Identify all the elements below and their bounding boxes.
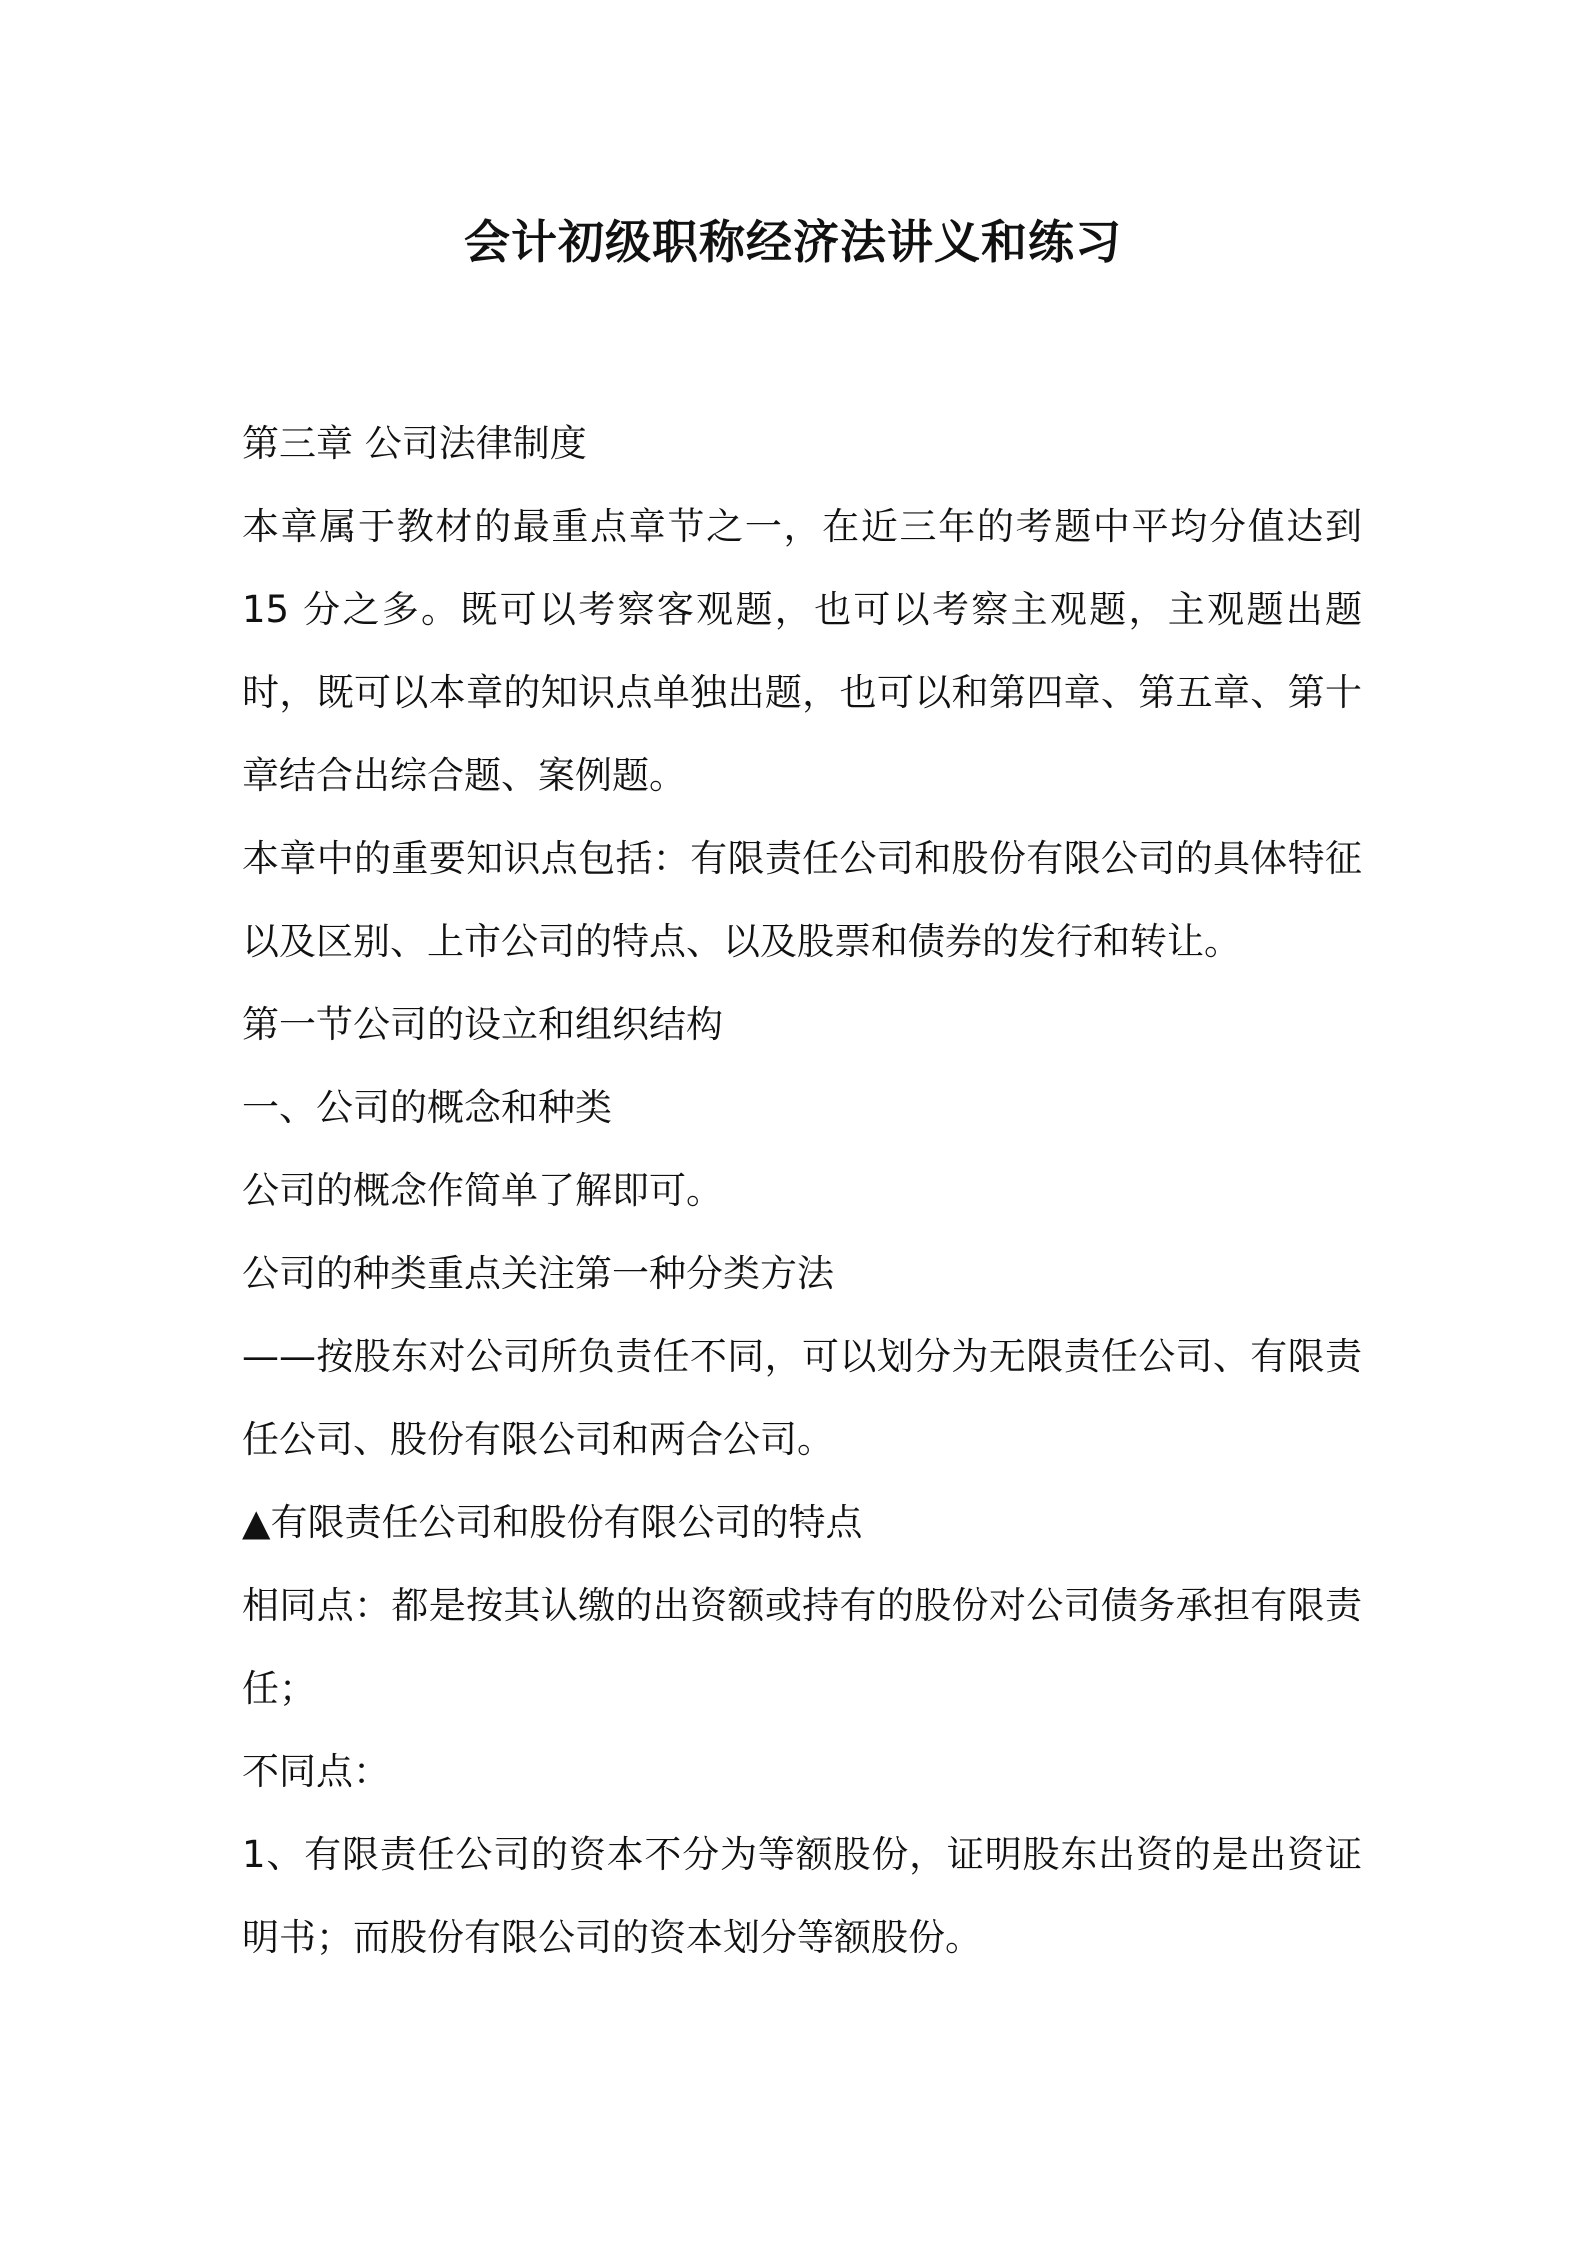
subsection-heading: 一、公司的概念和种类 bbox=[242, 1086, 612, 1129]
document-title: 会计初级职称经济法讲义和练习 bbox=[464, 215, 1122, 269]
similarities-paragraph: 相同点：都是按其认缴的出资额或持有的股份对公司债务承担有限责任； bbox=[242, 1584, 1362, 1710]
key-points-paragraph: 本章中的重要知识点包括：有限责任公司和股份有限公司的具体特征以及区别、上市公司的特点、以及股票和债券的发行和转让。 bbox=[242, 837, 1362, 963]
document-body bbox=[242, 402, 1362, 1979]
features-heading: ▲有限责任公司和股份有限公司的特点 bbox=[242, 1501, 863, 1544]
chapter-heading: 第三章 公司法律制度 bbox=[242, 422, 587, 465]
differences-label: 不同点： bbox=[242, 1750, 390, 1793]
section-heading: 第一节公司的设立和组织结构 bbox=[242, 1003, 723, 1046]
classification-detail: ——按股东对公司所负责任不同，可以划分为无限责任公司、有限责任公司、股份有限公司和两合公司。 bbox=[242, 1335, 1362, 1461]
difference-item-1: 1、有限责任公司的资本不分为等额股份，证明股东出资的是出资证明书；而股份有限公司的资本划分等额股份。 bbox=[242, 1833, 1362, 1959]
chapter-intro-paragraph: 本章属于教材的最重点章节之一，在近三年的考题中平均分值达到 15 分之多。既可以考察客观题，也可以考察主观题，主观题出题时，既可以本章的知识点单独出题，也可以和第四章、第五章、第十章结合出综合题、案例题。 bbox=[242, 505, 1362, 797]
classification-note: 公司的种类重点关注第一种分类方法 bbox=[242, 1252, 834, 1295]
concept-note: 公司的概念作简单了解即可。 bbox=[242, 1169, 723, 1212]
